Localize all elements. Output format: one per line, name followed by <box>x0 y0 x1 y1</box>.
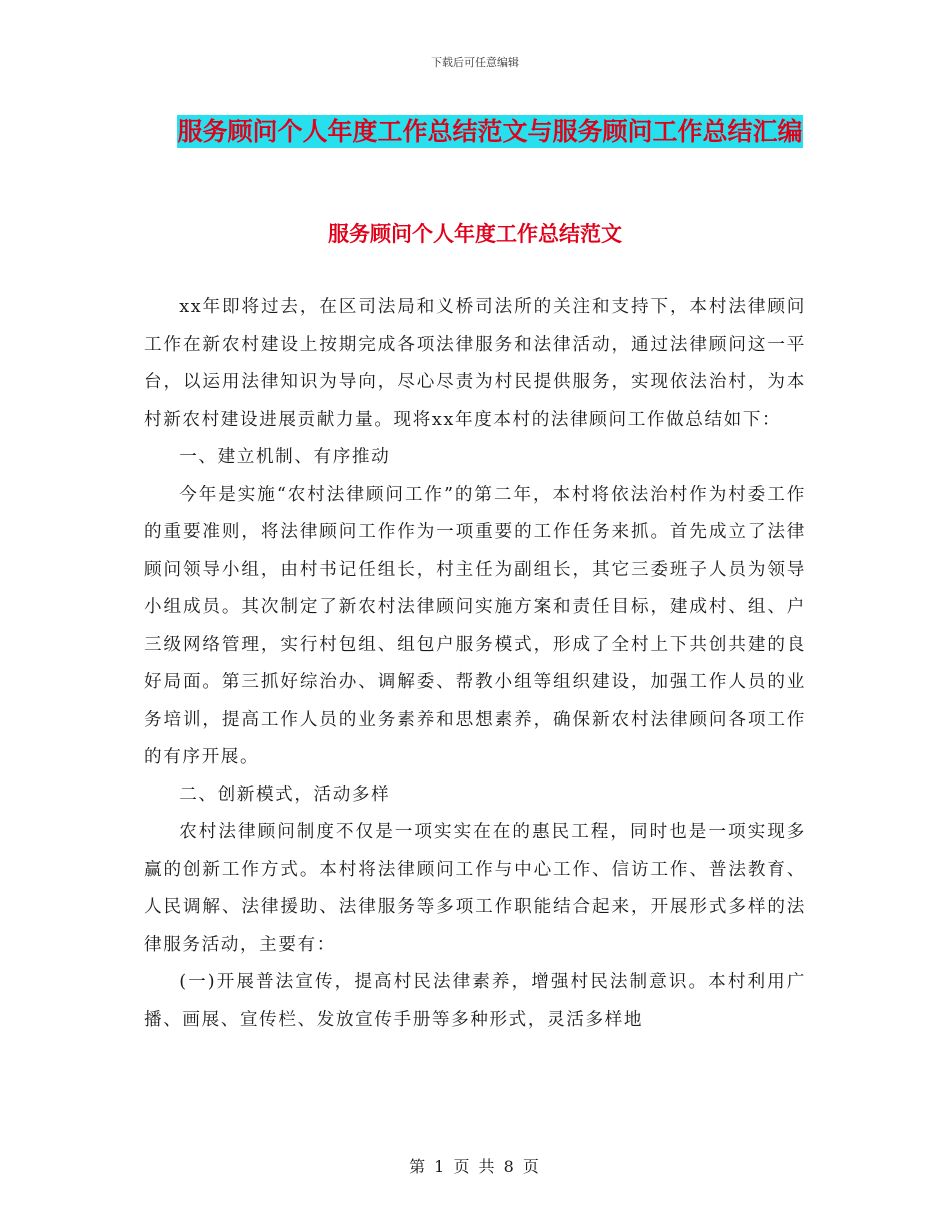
body-paragraph: 农村法律顾问制度不仅是一项实实在在的惠民工程，同时也是一项实现多赢的创新工作方式。本村将法律顾问工作与中心工作、信访工作、普法教育、人民调解、法律援助、法律服务等多项工作职能结合起来，开展形式多样的法律服务活动，主要有： <box>144 822 806 955</box>
header-note: 下载后可任意编辑 <box>431 56 519 69</box>
body-paragraph: 今年是实施“农村法律顾问工作”的第二年，本村将依法治村作为村委工作的重要准则，将法律顾问工作作为一项重要的工作任务来抓。首先成立了法律顾问领导小组，由村书记任组长，村主任为副组长，其它三委班子人员为领导小组成员。其次制定了新农村法律顾问实施方案和责任目标，建成村、组、户三级网络管理，实行村包组、组包户服务模式，形成了全村上下共创共建的良好局面。第三抓好综治办、调解委、帮教小组等组织建设，加强工作人员的业务培训，提高工作人员的业务素养和思想素养，确保新农村法律顾问各项工作的有序开展。 <box>144 484 806 767</box>
document-title-text: 服务顾问个人年度工作总结范文与服务顾问工作总结汇编 <box>177 117 803 146</box>
body-paragraph: xx年即将过去，在区司法局和义桥司法所的关注和支持下，本村法律顾问工作在新农村建设上按期完成各项法律服务和法律活动，通过法律顾问这一平台，以运用法律知识为导向，尽心尽责为村民提供服务，实现依法治村，为本村新农村建设进展贡献力量。现将xx年度本村的法律顾问工作做总结如下： <box>144 297 806 430</box>
document-title <box>150 108 830 156</box>
section-heading: 一、建立机制、有序推动 <box>179 447 391 467</box>
body-paragraph: (一)开展普法宣传，提高村民法律素养，增强村民法制意识。本村利用广播、画展、宣传栏、发放宣传手册等多种形式，灵活多样地 <box>144 972 806 1030</box>
section-heading: 二、创新模式，活动多样 <box>179 784 391 805</box>
document-body <box>144 289 806 1039</box>
section-title: 服务顾问个人年度工作总结范文 <box>328 222 622 246</box>
page-footer: 第 1 页 共 8 页 <box>409 1157 541 1176</box>
